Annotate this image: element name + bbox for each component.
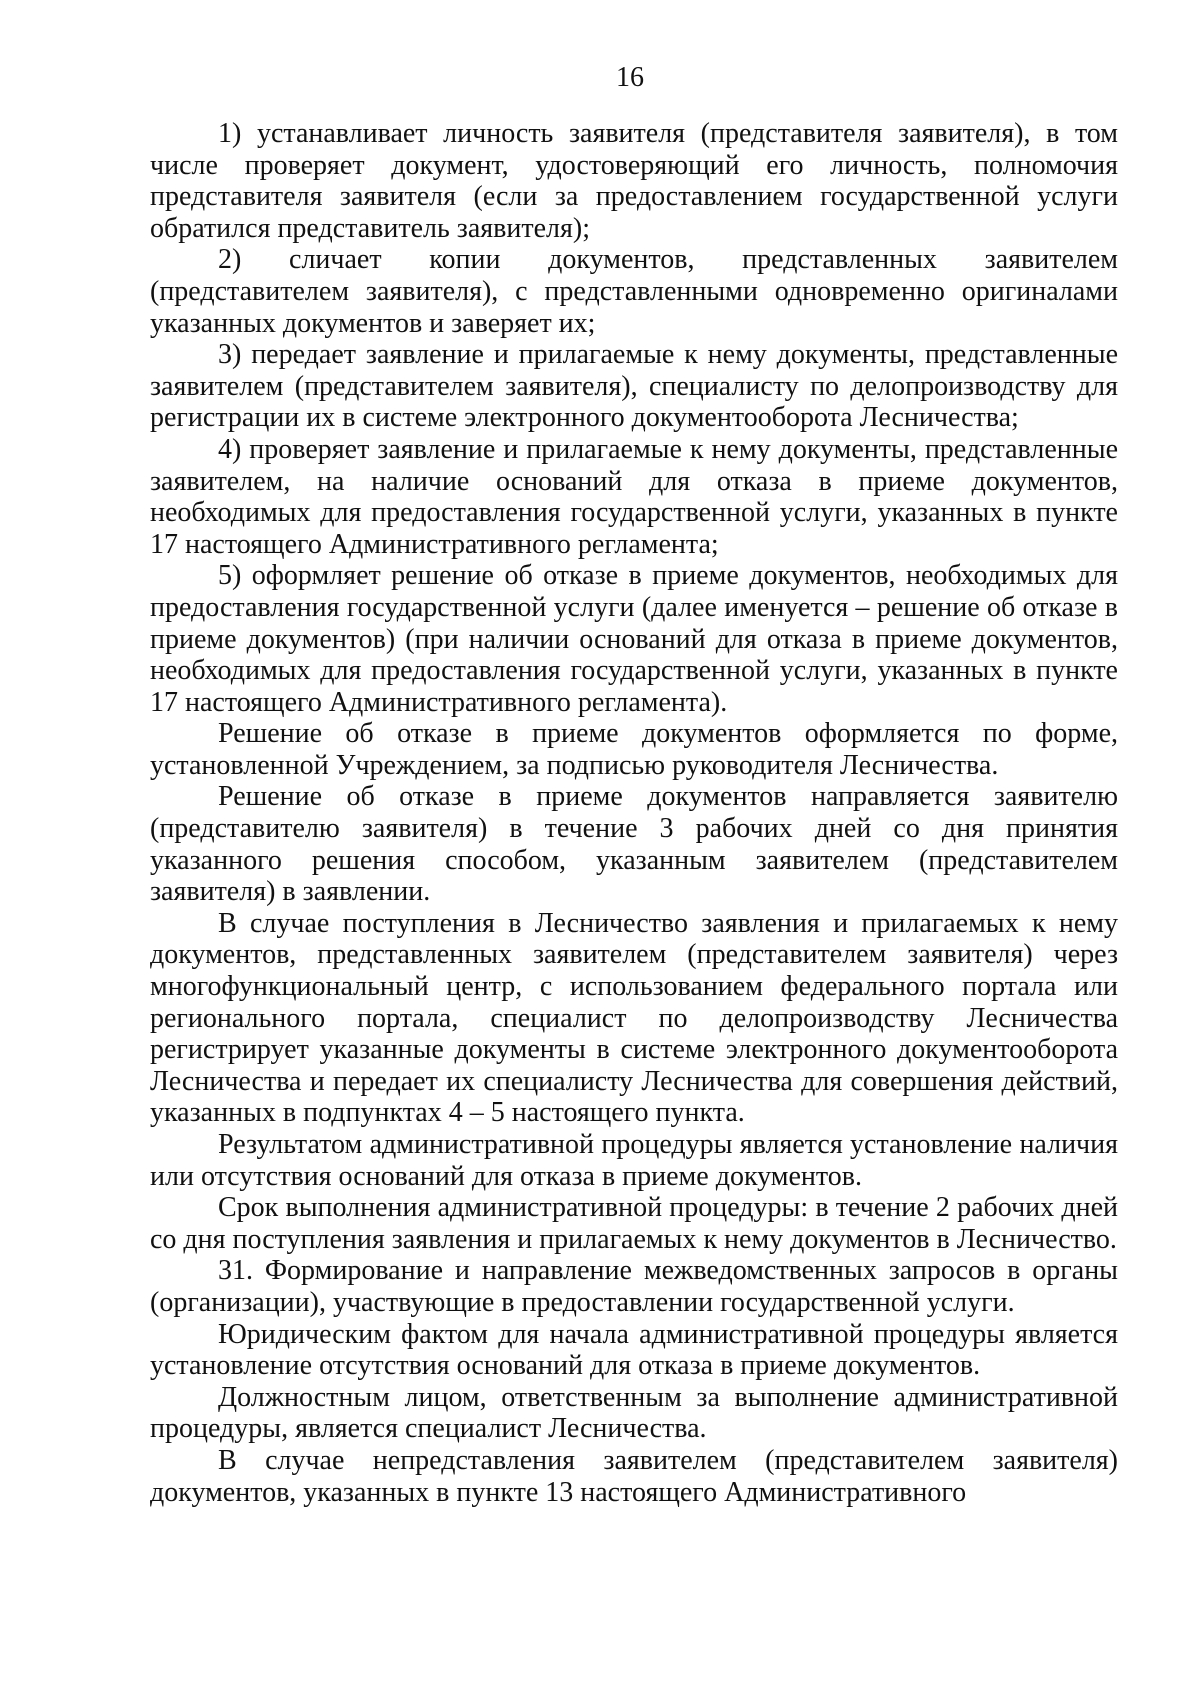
paragraph-refusal-form: Решение об отказе в приеме документов оформляется по форме, установленной Учреждением, за подписью руководителя Лесничества. bbox=[150, 718, 1118, 781]
paragraph-item-4-grounds-check: 4) проверяет заявление и прилагаемые к нему документы, представленные заявителем, на наличие оснований для отказа в приеме документов, необходимых для предоставления государственной услуги, указанных в пункте 17 настоящего Административного регламента; bbox=[150, 433, 1118, 560]
page-number: 16 bbox=[616, 62, 644, 93]
document-body bbox=[150, 118, 1118, 1508]
paragraph-refusal-sending: Решение об отказе в приеме документов направляется заявителю (представителю заявителя) в течение 3 рабочих дней со дня принятия указанного решения способом, указанным заявителем (представителем заявителя) в заявлении. bbox=[150, 781, 1118, 908]
paragraph-item-5-refusal-decision: 5) оформляет решение об отказе в приеме документов, необходимых для предоставления государственной услуги (далее именуется – решение об отказе в приеме документов) (при наличии оснований для отказа в приеме документов, необходимых для предоставления государственной услуги, указанных в пункте 17 настоящего Административного регламента). bbox=[150, 560, 1118, 718]
paragraph-item-3-registration-transfer: 3) передает заявление и прилагаемые к нему документы, представленные заявителем (представителем заявителя), специалисту по делопроизводству для регистрации их в системе электронного документооборота Лесничества; bbox=[150, 339, 1118, 434]
paragraph-mfc-receipt: В случае поступления в Лесничество заявления и прилагаемых к нему документов, представленных заявителем (представителем заявителя) через многофункциональный центр, с использованием федерального портала или регионального портала, специалист по делопроизводству Лесничества регистрирует указанные документы в системе электронного документооборота Лесничества и передает их специалисту Лесничества для совершения действий, указанных в подпунктах 4 – 5 настоящего пункта. bbox=[150, 907, 1118, 1129]
paragraph-section-31: 31. Формирование и направление межведомственных запросов в органы (организации), участвующие в предоставлении государственной услуги. bbox=[150, 1255, 1118, 1318]
paragraph-non-submission: В случае непредставления заявителем (представителем заявителя) документов, указанных в пункте 13 настоящего Административного bbox=[150, 1444, 1118, 1508]
paragraph-procedure-result: Результатом административной процедуры является установление наличия или отсутствия оснований для отказа в приеме документов. bbox=[150, 1129, 1118, 1192]
paragraph-item-2-copy-verification: 2) сличает копии документов, представленных заявителем (представителем заявителя), с представленными одновременно оригиналами указанных документов и заверяет их; bbox=[150, 244, 1118, 339]
paragraph-item-1-identity-check: 1) устанавливает личность заявителя (представителя заявителя), в том числе проверяет документ, удостоверяющий его личность, полномочия представителя заявителя (если за предоставлением государственной услуги обратился представитель заявителя); bbox=[150, 118, 1118, 244]
paragraph-responsible-official: Должностным лицом, ответственным за выполнение административной процедуры, является специалист Лесничества. bbox=[150, 1381, 1118, 1445]
paragraph-legal-fact: Юридическим фактом для начала административной процедуры является установление отсутствия оснований для отказа в приеме документов. bbox=[150, 1318, 1118, 1382]
paragraph-procedure-term: Срок выполнения административной процедуры: в течение 2 рабочих дней со дня поступления заявления и прилагаемых к нему документов в Лесничество. bbox=[150, 1192, 1118, 1255]
